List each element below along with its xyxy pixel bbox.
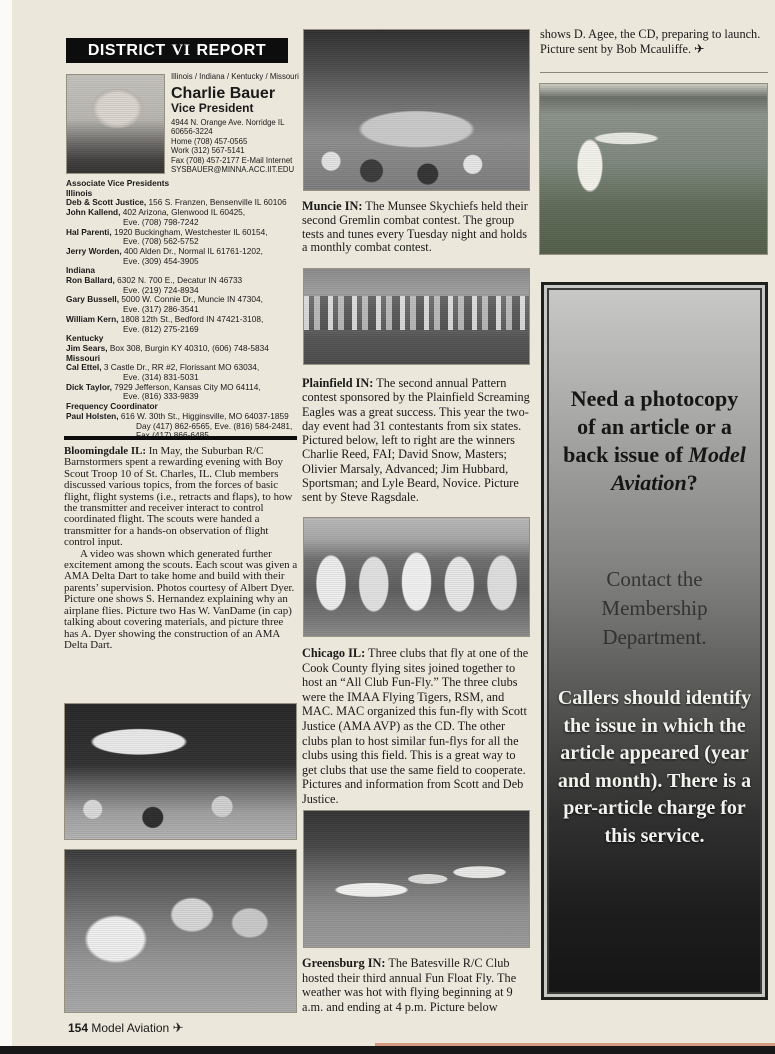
avp-line: Illinois [66, 187, 93, 198]
scan-edge-bottom [0, 1046, 775, 1054]
article-muncie [302, 200, 531, 255]
avp-line: Eve. (708) 562-5752 [123, 236, 199, 247]
avp-line: Eve. (812) 275-2169 [123, 323, 199, 334]
officer-name: Charlie Bauer [171, 85, 276, 102]
article-body: The Batesville R/C Club hosted their third annual Fun Float Fly. The weather was hot with flying beginning at 9 a.m. and ending at 4 p.m. Picture below [302, 956, 517, 1014]
avp-line: Gary Bussell, 5000 W. Connie Dr., Muncie IN 47304, [66, 294, 263, 305]
banner-word-report: REPORT [196, 41, 267, 59]
avp-line: Indiana [66, 265, 96, 276]
photo-scouts-building-model [64, 849, 297, 1013]
photo-chalkboard-presentation [64, 703, 297, 840]
photo-pattern-contest-winners [303, 517, 530, 637]
ad-contact-text: Contact the Membership Department. [601, 567, 708, 649]
article-body: shows D. Agee, the CD, preparing to launch. Picture sent by Bob Mcauliffe. [540, 27, 761, 56]
article-body: The second annual Pattern contest sponsored by the Plainfield Screaming Eagles was a great success. This year the two-day event had 31 contestants from six states. Pictured below, left to right are the winners Charlie Reed, FAI; David Snow, Masters; Olivier Marsaly, Advanced; Jim Hubbard, Sportsman; and Lyle Beard, Novice. Picture sent by Steve Ragsdale. [302, 376, 530, 505]
avp-line: Frequency Coordinator [66, 401, 158, 412]
scan-edge-left [0, 0, 12, 1054]
photo-scouts-around-table [303, 29, 530, 191]
article-plainfield [302, 376, 531, 505]
page-number: 154 [68, 1021, 89, 1035]
avp-line: Jerry Worden, 400 Alden Dr., Normal IL 61761-1202, [66, 245, 263, 256]
officer-contact-line: Fax (708) 457-2177 E-Mail Internet [171, 155, 293, 165]
officer-contact-line: Home (708) 457-0565 [171, 136, 248, 146]
ad-headline-prefix: Need a photocopy of an article or a back issue of [563, 386, 739, 467]
avp-line: Eve. (708) 798-7242 [123, 216, 199, 227]
article-bloomingdale [64, 446, 298, 651]
associate-vice-presidents-list [66, 179, 308, 441]
officer-contact-line: Work (312) 567-5141 [171, 146, 245, 156]
avp-line: Paul Holsten, 616 W. 30th St., Higginsville, MO 64037-1859 [66, 410, 289, 421]
article-chicago [302, 646, 531, 807]
avp-heading: Associate Vice Presidents [66, 178, 170, 188]
ad-details-text: Callers should identify the issue in which the article appeared (year and month). There is a per-article charge for this service. [557, 687, 752, 847]
officer-contact-line: SYSBAUER@MINNA.ACC.IIT.EDU [171, 165, 295, 175]
officer-contact-line: 4944 N. Orange Ave. Norridge IL [171, 118, 285, 127]
airplane-icon: ✈ [172, 1020, 184, 1035]
photo-combat-contest-lineup [303, 268, 530, 365]
ad-magazine-title: Model Aviation [611, 442, 746, 495]
article-lead: Plainfield IN: [302, 376, 374, 390]
article-body: Three clubs that fly at one of the Cook County flying sites joined together to host an “All Club Fun-Fly.” The three clubs were the IMAA Flying Tigers, RSM, and MAC. MAC organized this fun-fly with Scott Justice (AMA AVP) as the CD. The other clubs plan to host similar fun-flys for all the clubs using this field. This is a great way to get clubs that use the same field to cooperate. Pictures and information from Scott and Deb Justice. [302, 646, 529, 806]
banner-word-district: DISTRICT [87, 41, 166, 59]
avp-line: Cal Ettel, 3 Castle Dr., RR #2, Florissant MO 63034, [66, 362, 260, 373]
avp-line: Eve. (314) 831-5031 [123, 372, 199, 383]
magazine-name: Model Aviation [91, 1021, 170, 1035]
article-lead: Bloomingdale IL: [64, 445, 146, 457]
banner-word-vi: VI [171, 41, 191, 59]
officer-contact-details [171, 118, 299, 174]
photo-float-plane-launch-pond [539, 83, 768, 255]
avp-line: Eve. (309) 454-3905 [123, 255, 199, 266]
avp-lines [66, 189, 308, 441]
avp-line: Kentucky [66, 333, 104, 344]
avp-line: Eve. (219) 724-8934 [123, 284, 199, 295]
avp-line: Ron Ballard, 6302 N. 700 E., Decatur IN 46733 [66, 275, 243, 286]
avp-line: Missouri [66, 352, 101, 363]
vice-president-portrait-photo [66, 74, 165, 174]
article-body: The Munsee Skychiefs held their second Gremlin combat contest. The group tests and tunes every Tuesday night and holds a monthly combat contest. [302, 199, 528, 255]
article-lead: Muncie IN: [302, 199, 363, 213]
avp-line: Hal Parenti, 1920 Buckingham, Westchester IL 60154, [66, 226, 268, 237]
officer-title: Vice President [171, 101, 254, 115]
avp-line: Deb & Scott Justice, 156 S. Franzen, Bensenville IL 60106 [66, 197, 287, 208]
article-body: In May, the Suburban R/C Barnstormers spent a rewarding evening with Boy Scout Troop 10 of St. Charles, IL. Club members discussed various topics, from the forces of basic flight, flight systems (i.e., retracts and flaps), to how the transmitter and receiver interact to control coordinated flight. The scouts were handed a transmitter for a hands-on observation of flight control input. [64, 445, 293, 549]
avp-line: Eve. (816) 333-9839 [123, 391, 199, 402]
article-lead: Greensburg IN: [302, 956, 386, 970]
ad-headline-suffix: ? [686, 470, 698, 495]
officer-contact-line: 60656-3224 [171, 127, 213, 137]
photocopy-service-ad [541, 282, 768, 1000]
avp-line: John Kallend, 402 Arizona, Glenwood IL 60425, [66, 207, 246, 218]
officer-region: Illinois / Indiana / Kentucky / Missouri [171, 72, 299, 81]
photo-float-fly-field [303, 810, 530, 948]
avp-line: Dick Taylor, 7929 Jefferson, Kansas City MO 64114, [66, 381, 261, 392]
page-footer [68, 1020, 183, 1036]
district-report-banner [66, 38, 288, 63]
airplane-icon: ✈ [694, 42, 705, 56]
article-agee-continuation [540, 27, 771, 57]
avp-line: William Kern, 1808 12th St., Bedford IN 47421-3108, [66, 313, 264, 324]
article-greensburg [302, 956, 531, 1014]
officer-info [171, 72, 299, 174]
article-lead: Chicago IL: [302, 646, 366, 660]
thin-rule [540, 72, 768, 73]
avp-line: Eve. (317) 286-3541 [123, 304, 199, 315]
section-divider-rule [64, 436, 297, 440]
article-body-2: A video was shown which generated further excitement among the scouts. Each scout was given a AMA Delta Dart to take home and build with their parents’ supervision. Photos courtesy of Albert Dyer. Picture one shows S. Hernandez explaining why an airplane flies. Picture two Has W. VanDame (in cap) talking about covering materials, and picture three has A. Dyer showing the construction of an AMA Delta Dart. [64, 547, 298, 651]
avp-line: Jim Sears, Box 308, Burgin KY 40310, (606) 748-5834 [66, 342, 269, 353]
avp-line: Day (417) 862-6565, Eve. (816) 584-2481, [136, 420, 293, 431]
ad-headline [560, 385, 750, 497]
